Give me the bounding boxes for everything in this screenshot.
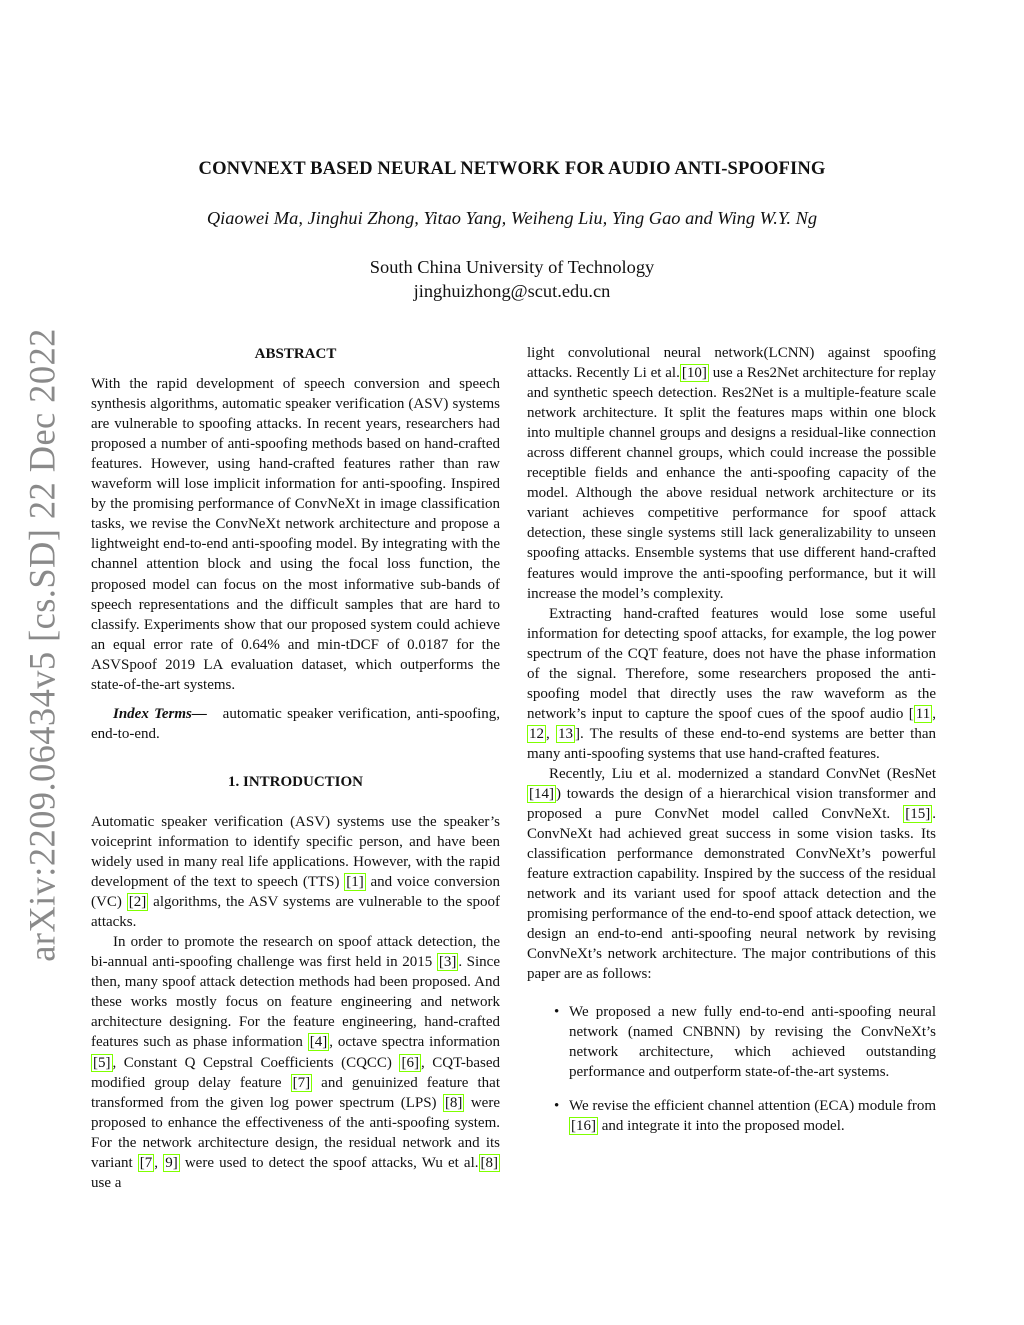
citation-link[interactable]: 11 bbox=[915, 705, 931, 722]
citation-link[interactable]: 13 bbox=[557, 725, 573, 742]
citation-link[interactable]: [8] bbox=[444, 1094, 463, 1111]
citation-link[interactable]: [7 bbox=[139, 1154, 153, 1171]
list-item: • We proposed a new fully end-to-end anti-spoofing neural network (named CNBNN) by revising the ConvNeXt’s network architecture, which achieved outstanding performance and outperform state-of-the-art systems. bbox=[569, 1002, 936, 1082]
right-column bbox=[527, 343, 936, 1150]
citation-link[interactable]: [10] bbox=[681, 365, 707, 382]
citation-link[interactable]: [6] bbox=[401, 1054, 419, 1071]
abstract-text: With the rapid development of speech conversion and speech synthesis algorithms, automatic speaker verification (ASV) systems are vulnerable to spoofing attacks. In recent years, researchers had proposed a number of anti-spoofing methods based on hand-crafted features. However, using hand-crafted features rather than raw waveform will lose implicit information for anti-spoofing. Inspired by the promising performance of ConvNeXt in image classification tasks, we revise the ConvNeXt network architecture and propose a lightweight end-to-end anti-spoofing model. By integrating with the channel attention block and using the focal loss function, the proposed model can focus on the most informative sub-bands of speech representations and the difficult samples that are hard to classify. Experiments show that our proposed system could achieve an equal error rate of 0.64% and min-tDCF of 0.0187 for the ASVSpoof 2019 LA evaluation dataset, which outperforms the state-of-the-art systems. bbox=[91, 376, 500, 693]
intro-paragraph-3: light convolutional neural network(LCNN) against spoofing attacks. Recently Li et al. [10] use a Res2Net architecture for replay and synthetic speech detection. Res2Net is a multiple-feature scale network architecture. It split the features maps within one block into multiple channel groups and designs a residual-like connection across different channel groups, which could increase the possible receptible fields and enhance the anti-spoofing capacity of the model. Although the above residual network architecture or its variant achieves competitive performance for spoof attack detection, these single systems still lack generalizability to unseen spoofing attacks. Ensemble systems that use different hand-crafted features would improve the anti-spoofing performance, but it will increase the model’s complexity. bbox=[527, 345, 936, 602]
intro-paragraph-2: In order to promote the research on spoof attack detection, the bi-annual anti-spoofing challenge was first held in 2015 [3] . Since then, many spoof attack detection methods had been proposed. And these works mostly focus on feature engineering and network architecture designing. For the feature engineering, hand-crafted features such as phase information [4] , octave spectra information [5] , Constant Q Cepstral Coefficients (CQCC) [6] , CQT-based modified group delay feature [7] and genuinized feature that transformed from the given log power spectrum (LPS) [8] were proposed to enhance the effectiveness of the anti-spoofing system. For the network architecture design, the residual network and its variant [7 , 9] were used to detect the spoof attacks, Wu et al. [8] use a bbox=[91, 934, 501, 1191]
author-list: Qiaowei Ma, Jinghui Zhong, Yitao Yang, Weiheng Liu, Ying Gao and Wing W.Y. Ng bbox=[206, 208, 818, 228]
contributions-list bbox=[527, 1002, 936, 1136]
citation-link[interactable]: [15] bbox=[905, 806, 931, 823]
affiliation: South China University of Technology bbox=[369, 257, 655, 277]
citation-link[interactable]: [5] bbox=[93, 1054, 111, 1071]
introduction-heading: 1. INTRODUCTION bbox=[227, 773, 363, 790]
email: jinghuizhong@scut.edu.cn bbox=[413, 281, 611, 301]
index-terms bbox=[91, 704, 500, 744]
arxiv-stamp bbox=[12, 0, 72, 1325]
citation-link[interactable]: [4] bbox=[309, 1034, 328, 1051]
citation-link[interactable]: [3] bbox=[438, 954, 457, 971]
citation-link[interactable]: 9] bbox=[165, 1154, 178, 1171]
index-terms-text: automatic speaker verification, anti-spoofing, end-to-end. bbox=[91, 705, 501, 742]
index-terms-label: Index Terms— bbox=[113, 705, 207, 722]
intro-paragraph-5: Recently, Liu et al. modernized a standard ConvNet (ResNet [14] ) towards the design of a hierarchical vision transformer and proposed a pure ConvNet model called ConvNeXt. [15] . ConvNeXt had achieved great success in some vision tasks. Its classification performance demonstrated ConvNeXt’s powerful feature extraction capability. Inspired by the success of the residual network and its variant used for spoof attack detection and the promising performance of the end-to-end spoof attack detection, we design an end-to-end anti-spoofing neural network by revising ConvNeXt’s network architecture. The major contributions of this paper are as follows: bbox=[527, 765, 936, 983]
paper-title: CONVNEXT BASED NEURAL NETWORK FOR AUDIO ANTI-SPOOFING bbox=[198, 158, 826, 179]
abstract-heading: ABSTRACT bbox=[254, 346, 337, 362]
citation-link[interactable]: [1] bbox=[346, 874, 364, 891]
intro-paragraph-1: Automatic speaker verification (ASV) systems use the speaker’s voiceprint information to identify specific person, and have been widely used in many real life applications. However, with the rapid development of the text to speech (TTS) [1] and voice conversion (VC) [2] algorithms, the ASV systems are vulnerable to the spoof attacks. bbox=[91, 813, 501, 931]
left-column bbox=[91, 344, 500, 1193]
citation-link[interactable]: [2] bbox=[128, 894, 147, 911]
citation-link[interactable]: [7] bbox=[292, 1074, 311, 1091]
intro-paragraph-4: Extracting hand-crafted features would lose some useful information for detecting spoof attacks, for example, the log power spectrum of the CQT feature, does not have the phase information of the signal. Therefore, some researchers proposed the anti-spoofing model that directly uses the raw waveform as the network’s input to capture the spoof cues of the spoof audio [ 11 , 12 , 13 ]. The results of these end-to-end systems are better than many anti-spoofing systems that use hand-crafted features. bbox=[527, 605, 936, 762]
arxiv-identifier: arXiv:2209.06434v5 [cs.SD] 22 Dec 2022 bbox=[21, 328, 63, 962]
citation-link[interactable]: [8] bbox=[480, 1154, 499, 1171]
citation-link[interactable]: [16] bbox=[571, 1117, 596, 1134]
citation-link[interactable]: [14] bbox=[529, 786, 554, 803]
affiliation-block bbox=[0, 255, 1024, 303]
citation-link[interactable]: 12 bbox=[529, 725, 544, 742]
list-item: • We revise the efficient channel attention (ECA) module from [16] and integrate it into the proposed model. bbox=[569, 1096, 936, 1136]
